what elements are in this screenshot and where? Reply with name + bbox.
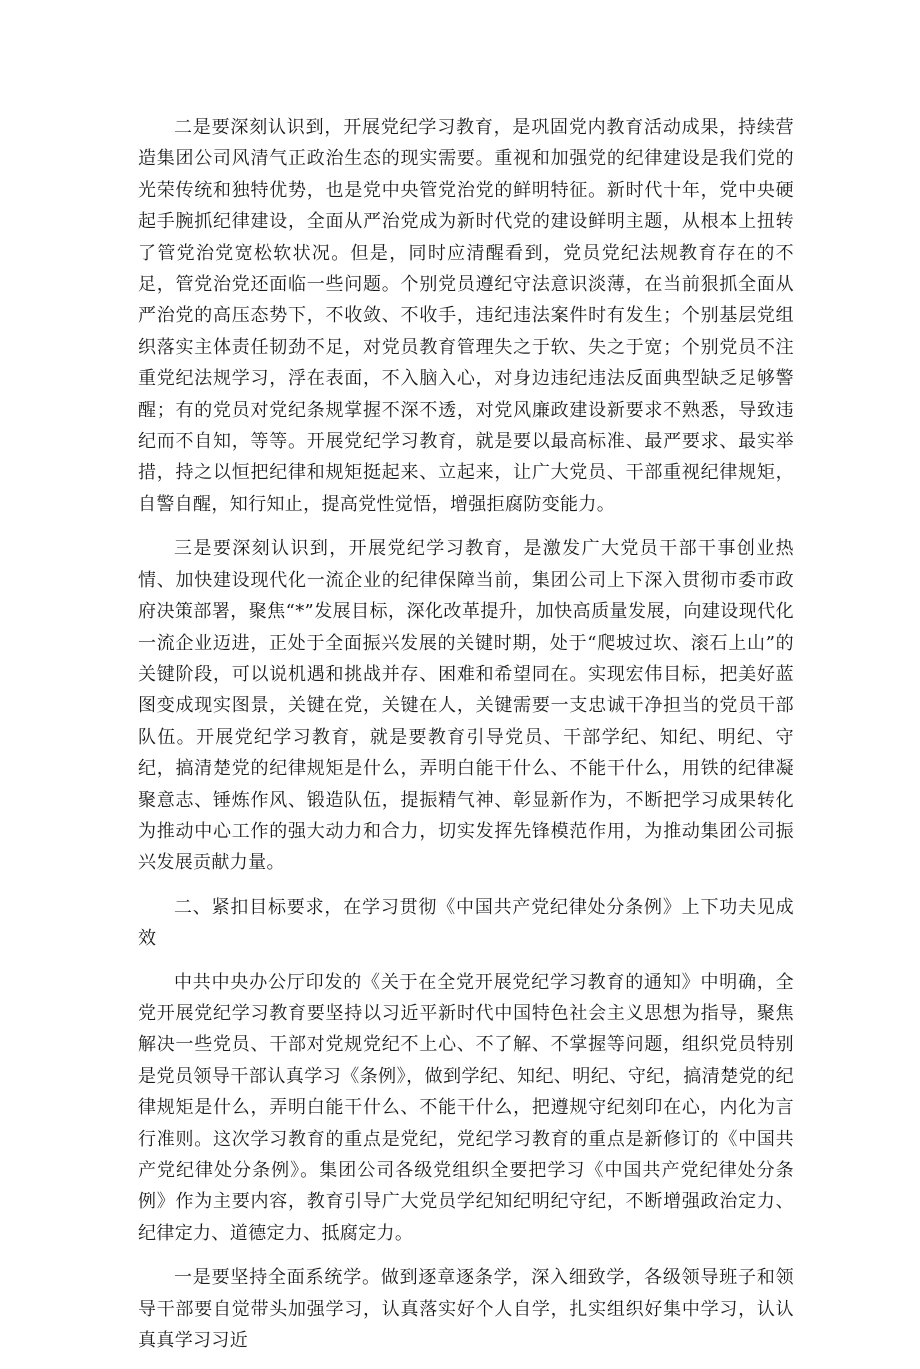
section-heading-two: 二、紧扣目标要求，在学习贯彻《中国共产党纪律处分条例》上下功夫见成效	[138, 896, 794, 950]
paragraph-first-point-study: 一是要坚持全面系统学。做到逐章逐条学，深入细致学，各级领导班子和领导干部要自觉带头加强学习，认真落实好个人自学，扎实组织好集中学习，认认真真学习习近	[138, 1267, 794, 1352]
paragraph-second-point: 二是要深刻认识到，开展党纪学习教育，是巩固党内教育活动成果，持续营造集团公司风清气正政治生态的现实需要。重视和加强党的纪律建设是我们党的光荣传统和独特优势，也是党中央管党治党的鲜明特征。新时代十年，党中央硬起手腕抓纪律建设，全面从严治党成为新时代党的建设鲜明主题，从根本上扭转了管党治党宽松软状况。但是，同时应清醒看到，党员党纪法规教育存在的不足，管党治党还面临一些问题。个别党员遵纪守法意识淡薄，在当前狠抓全面从严治党的高压态势下，不收敛、不收手，违纪违法案件时有发生；个别基层党组织落实主体责任韧劲不足，对党员教育管理失之于软、失之于宽；个别党员不注重党纪法规学习，浮在表面，不入脑入心，对身边违纪违法反面典型缺乏足够警醒；有的党员对党纪条规掌握不深不透，对党风廉政建设新要求不熟悉，导致违纪而不自知，等等。开展党纪学习教育，就是要以最高标准、最严要求、最实举措，持之以恒把纪律和规矩挺起来、立起来，让广大党员、干部重视纪律规矩，自警自醒，知行知止，提高党性觉悟，增强拒腐防变能力。	[138, 117, 794, 515]
document-page	[138, 112, 794, 1369]
paragraph-third-point: 三是要深刻认识到，开展党纪学习教育，是激发广大党员干部干事创业热情、加快建设现代化一流企业的纪律保障当前，集团公司上下深入贯彻市委市政府决策部署，聚焦“*”发展目标，深化改革提升，加快高质量发展，向建设现代化一流企业迈进，正处于全面振兴发展的关键时期，处于“爬坡过坎、滚石上山”的关键阶段，可以说机遇和挑战并存、困难和希望同在。实现宏伟目标，把美好蓝图变成现实图景，关键在党，关键在人，关键需要一支忠诚干净担当的党员干部队伍。开展党纪学习教育，就是要教育引导党员、干部学纪、知纪、明纪、守纪，搞清楚党的纪律规矩是什么，弄明白能干什么、不能干什么，用铁的纪律凝聚意志、锤炼作风、锻造队伍，提振精气神、彰显新作为，不断把学习成果转化为推动中心工作的强大动力和合力，切实发挥先锋模范作用，为推动集团公司振兴发展贡献力量。	[138, 538, 794, 874]
paragraph-notice-summary: 中共中央办公厅印发的《关于在全党开展党纪学习教育的通知》中明确，全党开展党纪学习教育要坚持以习近平新时代中国特色社会主义思想为指导，聚焦解决一些党员、干部对党规党纪不上心、不了解、不掌握等问题，组织党员特别是党员领导干部认真学习《条例》，做到学纪、知纪、明纪、守纪，搞清楚党的纪律规矩是什么，弄明白能干什么、不能干什么，把遵规守纪刻印在心，内化为言行准则。这次学习教育的重点是党纪，党纪学习教育的重点是新修订的《中国共产党纪律处分条例》。集团公司各级党组织全要把学习《中国共产党纪律处分条例》作为主要内容，教育引导广大党员学纪知纪明纪守纪，不断增强政治定力、纪律定力、道德定力、抵腐定力。	[138, 971, 794, 1244]
